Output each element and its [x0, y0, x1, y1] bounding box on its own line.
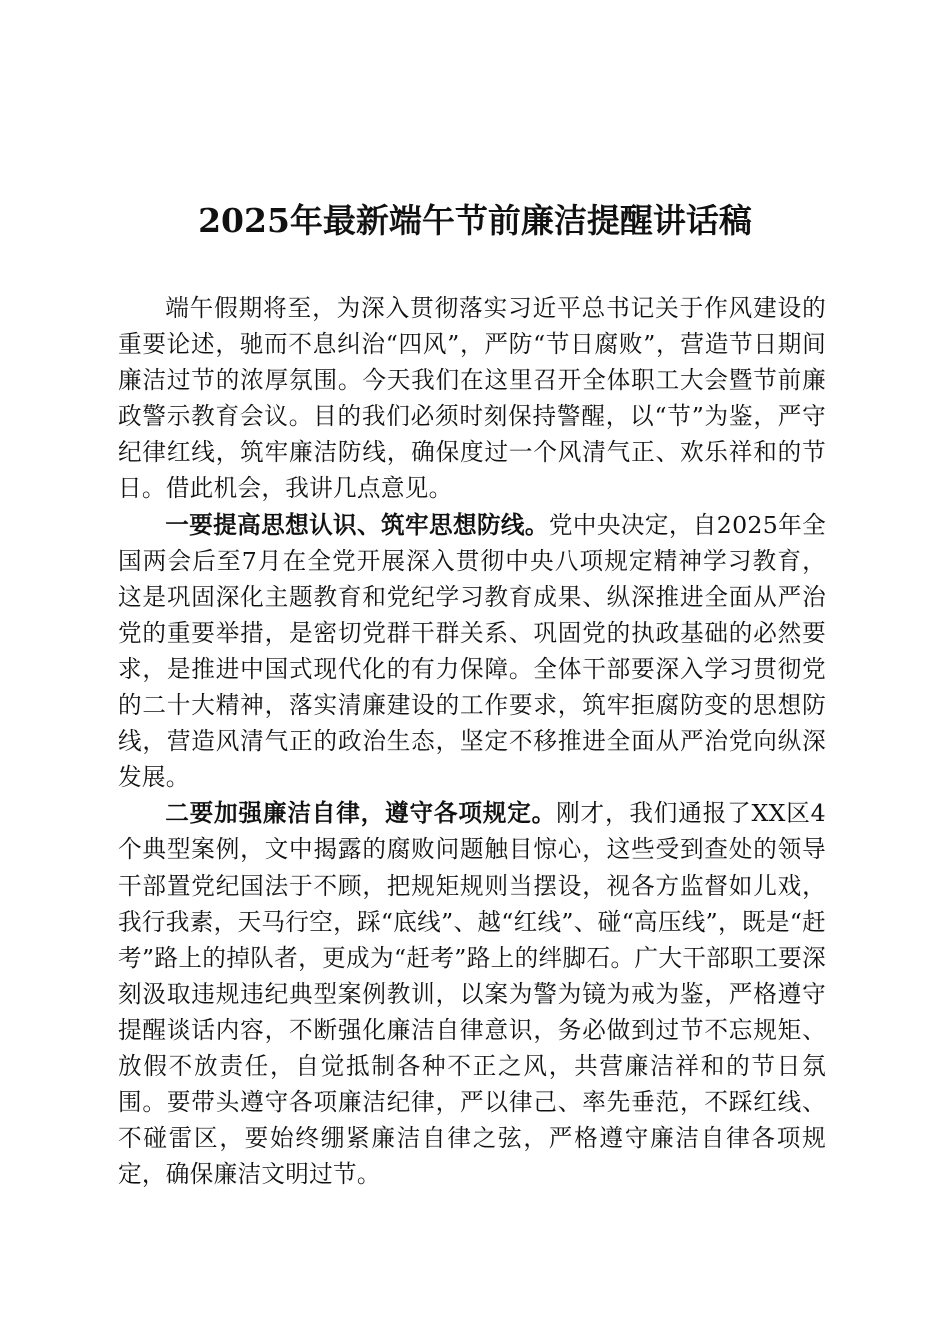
paragraph-intro-text: 端午假期将至，为深入贯彻落实习近平总书记关于作风建设的重要论述，驰而不息纠治“四风”，严防“节日腐败”，营造节日期间廉洁过节的浓厚氛围。今天我们在这里召开全体职工大会暨节前廉政警示教育会议。目的我们必须时刻保持警醒，以“节”为鉴，严守纪律红线，筑牢廉洁防线，确保度过一个风清气正、欢乐祥和的节日。借此机会，我讲几点意见。 — [118, 294, 826, 503]
paragraph-point-two-text: 刚才，我们通报了XX区4个典型案例，文中揭露的腐败问题触目惊心，这些受到查处的领导干部置党纪国法于不顾，把规矩规则当摆设，视各方监督如儿戏，我行我素，天马行空，踩“底线”、越“红线”、碰“高压线”，既是“赶考”路上的掉队者，更成为“赶考”路上的绊脚石。广大干部职工要深刻汲取违规违纪典型案例教训，以案为警为镜为戒为鉴，严格遵守提醒谈话内容，不断强化廉洁自律意识，务必做到过节不忘规矩、放假不放责任，自觉抵制各种不正之风，共营廉洁祥和的节日氛围。要带头遵守各项廉洁纪律，严以律己、率先垂范，不踩红线、不碰雷区，要始终绷紧廉洁自律之弦，严格遵守廉洁自律各项规定，确保廉洁文明过节。 — [118, 799, 826, 1189]
paragraph-point-one-heading: 一要提高思想认识、筑牢思想防线。 — [165, 510, 549, 539]
document-title: 2025年最新端午节前廉洁提醒讲话稿 — [198, 201, 752, 240]
document-body — [118, 290, 826, 1192]
paragraph-point-two-heading: 二要加强廉洁自律，遵守各项规定。 — [165, 799, 557, 828]
paragraph-intro — [118, 290, 826, 507]
paragraph-point-two — [118, 795, 826, 1192]
paragraph-point-one-text: 党中央决定，自2025年全国两会后至7月在全党开展深入贯彻中央八项规定精神学习教育，这是巩固深化主题教育和党纪学习教育成果、纵深推进全面从严治党的重要举措，是密切党群干群关系、巩固党的执政基础的必然要求，是推进中国式现代化的有力保障。全体干部要深入学习贯彻党的二十大精神，落实清廉建设的工作要求，筑牢拒腐防变的思想防线，营造风清气正的政治生态，坚定不移推进全面从严治党向纵深发展。 — [118, 510, 826, 792]
paragraph-point-one — [118, 507, 826, 796]
